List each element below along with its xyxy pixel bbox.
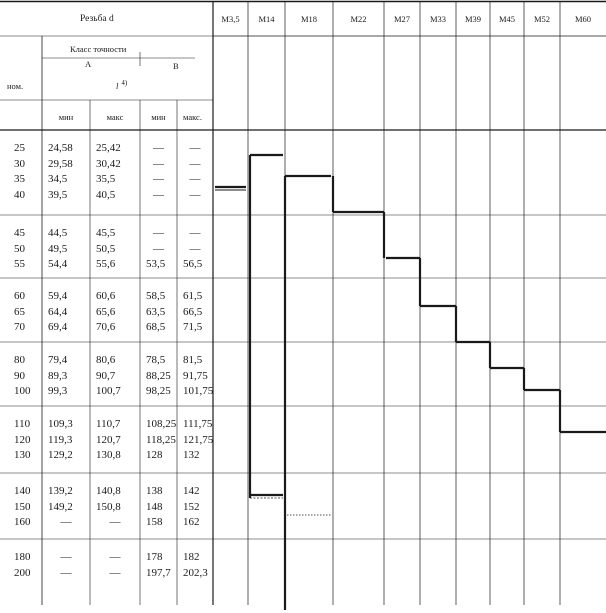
length-value-b-min: 58,5: [146, 290, 166, 302]
length-value-b-max: —: [189, 173, 201, 186]
length-value-b-max: —: [189, 188, 201, 201]
length-value-b-max: 91,75: [183, 369, 208, 382]
length-value-a-min: 149,2: [48, 500, 73, 513]
length-value-b-max: 81,5: [183, 354, 203, 366]
length-value-b-min: —: [153, 157, 164, 170]
length-value-b-min: 138: [146, 485, 163, 497]
length-value-a-min: 39,5: [48, 188, 68, 201]
length-value-b-max: —: [189, 142, 201, 154]
nominal-length: 45: [14, 227, 25, 239]
length-value-a-min: 119,3: [48, 433, 73, 446]
nominal-length: 50: [14, 242, 25, 255]
nominal-length: 65: [14, 305, 25, 318]
length-footnote: 4): [121, 79, 128, 87]
length-value-a-max: 110,7: [96, 418, 121, 430]
length-value-a-min: 129,2: [48, 449, 73, 462]
length-value-b-min: 53,5: [146, 258, 166, 271]
length-value-b-max: 101,75: [183, 385, 214, 398]
length-letter: l: [116, 80, 119, 91]
a-min-header: мин: [58, 112, 74, 122]
b-min-header: мин: [151, 112, 166, 122]
length-value-b-min: —: [153, 188, 164, 201]
length-value-a-max: 100,7: [96, 385, 121, 398]
length-value-b-min: —: [153, 242, 164, 255]
nominal-length: 100: [14, 385, 31, 398]
length-value-a-max: —: [109, 516, 121, 529]
nominal-length: 130: [14, 449, 31, 462]
length-value-a-min: —: [60, 566, 72, 579]
length-value-a-min: 64,4: [48, 305, 68, 318]
length-value-b-min: 78,5: [146, 354, 166, 366]
nominal-length: 80: [14, 354, 25, 366]
length-value-a-max: 25,42: [96, 142, 121, 154]
length-value-b-min: 108,25: [146, 418, 177, 430]
length-value-b-min: 128: [146, 449, 163, 462]
length-value-a-min: 24,58: [48, 142, 73, 154]
length-value-b-max: 71,5: [183, 321, 203, 334]
thread-size-header: M60: [574, 14, 592, 24]
length-value-b-max: 202,3: [183, 566, 208, 579]
nominal-length: 25: [14, 142, 25, 154]
nominal-length: 70: [14, 321, 25, 334]
length-value-b-min: 68,5: [146, 321, 166, 334]
length-value-a-max: 150,8: [96, 500, 121, 513]
length-value-a-min: 59,4: [48, 290, 68, 302]
nominal-length: 120: [14, 433, 31, 446]
nominal-length: 200: [14, 566, 31, 579]
length-value-b-min: 178: [146, 551, 163, 563]
length-value-b-max: 142: [183, 485, 200, 497]
length-value-a-min: 89,3: [48, 369, 68, 382]
length-value-a-max: —: [109, 551, 121, 563]
thread-size-header: M18: [300, 14, 318, 24]
length-value-a-min: 29,58: [48, 157, 73, 170]
length-value-a-min: 99,3: [48, 385, 68, 398]
nominal-length: 110: [14, 418, 31, 430]
length-value-a-min: 79,4: [48, 354, 68, 366]
a-max-header: макс: [106, 112, 124, 122]
class-a-header: А: [85, 59, 92, 69]
length-value-a-min: —: [60, 516, 72, 529]
length-value-b-min: —: [153, 227, 164, 239]
length-value-b-min: 158: [146, 516, 163, 529]
nominal-length: 40: [14, 188, 25, 201]
length-value-a-max: 65,6: [96, 305, 116, 318]
length-value-a-max: 50,5: [96, 242, 116, 255]
length-value-a-max: 55,6: [96, 258, 116, 271]
length-value-b-min: —: [153, 173, 164, 186]
thread-size-header: M33: [429, 14, 447, 24]
length-value-a-min: 54,4: [48, 258, 68, 271]
length-symbol: [116, 80, 127, 90]
length-value-b-min: 148: [146, 500, 163, 513]
length-value-b-min: 118,25: [146, 433, 176, 446]
nominal-length: 30: [14, 157, 25, 170]
thread-size-header: M14: [258, 14, 275, 24]
length-value-a-max: 80,6: [96, 354, 116, 366]
length-value-a-max: 90,7: [96, 369, 116, 382]
length-value-a-max: 70,6: [96, 321, 116, 334]
length-value-b-max: 162: [183, 516, 200, 529]
length-value-b-min: 197,7: [146, 566, 171, 579]
length-value-a-min: 49,5: [48, 242, 68, 255]
length-value-a-max: 140,8: [96, 485, 121, 497]
length-value-b-max: 121,75: [183, 433, 214, 446]
length-value-a-max: 40,5: [96, 188, 116, 201]
nominal-length: 150: [14, 500, 31, 513]
length-value-b-max: 182: [183, 551, 200, 563]
length-value-a-min: —: [60, 551, 72, 563]
thread-size-header: M52: [533, 14, 551, 24]
length-value-a-min: 109,3: [48, 418, 73, 430]
nominal-length: 55: [14, 258, 25, 271]
length-value-b-max: 152: [183, 500, 200, 513]
length-value-a-min: 34,5: [48, 173, 68, 186]
length-value-a-max: 120,7: [96, 433, 121, 446]
class-b-header: В: [173, 61, 179, 71]
b-max-header: макс.: [183, 112, 202, 122]
nominal-length: 90: [14, 369, 25, 382]
nom-header: ном.: [7, 81, 24, 91]
thread-size-header: M45: [498, 14, 516, 24]
nominal-length: 180: [14, 551, 31, 563]
length-value-b-max: —: [189, 157, 201, 170]
length-value-b-max: 66,5: [183, 305, 203, 318]
length-value-b-min: 98,25: [146, 385, 171, 398]
length-value-a-max: 45,5: [96, 227, 116, 239]
length-value-b-max: 56,5: [183, 258, 203, 271]
thread-size-header: M3,5: [221, 14, 240, 24]
length-value-b-max: 132: [183, 449, 200, 462]
length-value-a-min: 69,4: [48, 321, 68, 334]
length-value-b-min: 63,5: [146, 305, 166, 318]
length-value-a-max: —: [109, 566, 121, 579]
length-value-a-min: 139,2: [48, 485, 73, 497]
length-value-b-max: —: [189, 242, 201, 255]
thread-size-header: M22: [350, 14, 367, 24]
nominal-length: 160: [14, 516, 31, 529]
nominal-length: 35: [14, 173, 25, 186]
length-value-a-min: 44,5: [48, 227, 68, 239]
length-value-b-min: —: [153, 142, 164, 154]
length-value-b-max: 111,75: [183, 418, 213, 430]
length-value-b-max: 61,5: [183, 290, 203, 302]
length-value-a-max: 35,5: [96, 173, 116, 186]
length-value-a-max: 60,6: [96, 290, 116, 302]
length-value-b-max: —: [189, 227, 201, 239]
nominal-length: 140: [14, 485, 31, 497]
accuracy-class-header: Класс точности: [70, 44, 127, 54]
thread-size-header: M27: [393, 14, 411, 24]
length-value-a-max: 30,42: [96, 157, 121, 170]
thread-header: Резьба d: [80, 14, 114, 24]
length-value-b-min: 88,25: [146, 369, 171, 382]
nominal-length: 60: [14, 290, 25, 302]
length-value-a-max: 130,8: [96, 449, 121, 462]
thread-size-header: M39: [464, 14, 482, 24]
